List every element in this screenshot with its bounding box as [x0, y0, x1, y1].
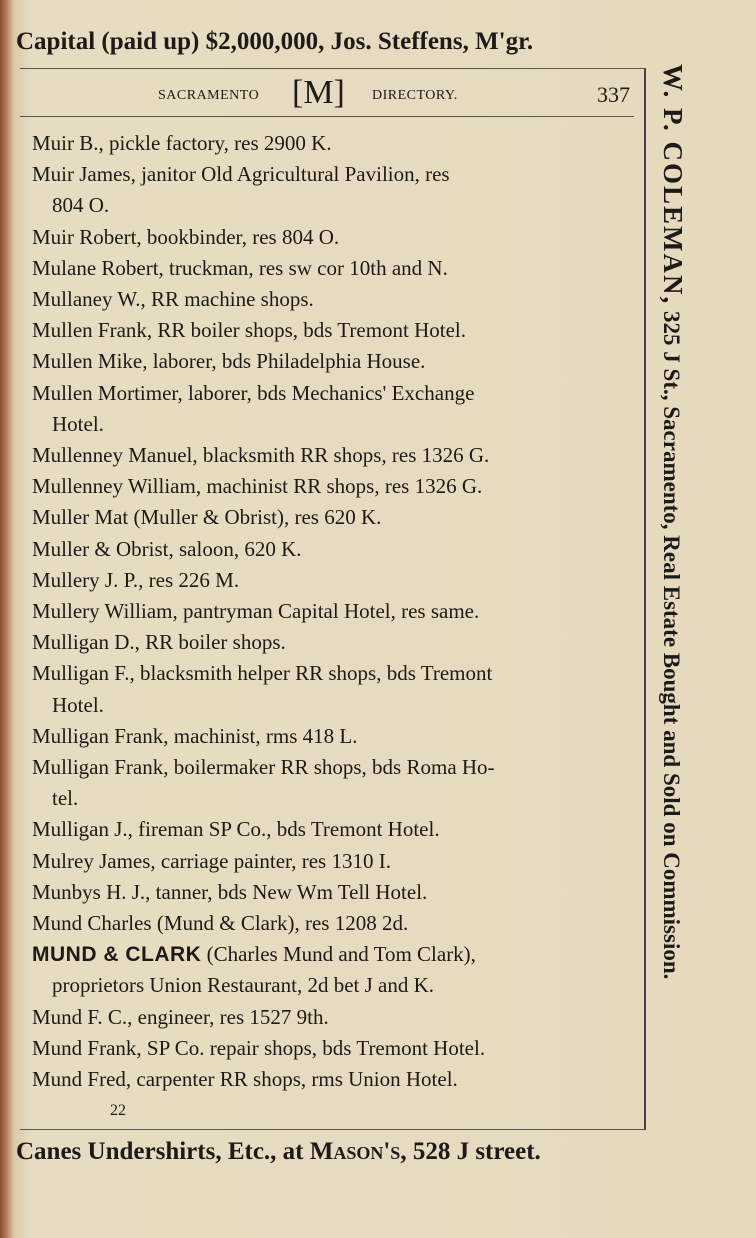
directory-entry: [32, 1064, 632, 1095]
entry-line: Mullen Frank, RR boiler shops, bds Tremont Hotel.: [32, 318, 467, 343]
directory-entry: [32, 1002, 632, 1033]
entry-line: Mulligan Frank, boilermaker RR shops, bds Roma Ho-: [32, 755, 495, 780]
entry-line: Mulrey James, carriage painter, res 1310 I.: [32, 848, 391, 873]
entry-line: [32, 939, 632, 970]
bottom-advert-part1: Canes Undershirts, Etc., at: [16, 1138, 310, 1165]
entry-line: Mullen Mike, laborer, bds Philadelphia House.: [32, 349, 426, 374]
entry-line: Muir James, janitor Old Agricultural Pavilion, res: [32, 162, 450, 187]
directory-entry: [32, 378, 632, 440]
entry-line: Mund Charles (Mund & Clark), res 1208 2d.: [32, 911, 409, 936]
directory-entry: [32, 159, 632, 221]
entry-text: (Charles Mund and Tom Clark),: [201, 942, 476, 967]
entry-line: Muir B., pickle factory, res 2900 K.: [32, 131, 332, 155]
directory-entry: [32, 627, 632, 658]
entry-line: Mulligan Frank, machinist, rms 418 L.: [32, 723, 358, 748]
directory-entry: [32, 908, 632, 939]
entry-line: Mulligan J., fireman SP Co., bds Tremont Hotel.: [32, 817, 440, 842]
entry-line: Mund Frank, SP Co. repair shops, bds Tremont Hotel.: [32, 1035, 486, 1060]
directory-entry: [32, 128, 632, 159]
entry-line: Muir Robert, bookbinder, res 804 O.: [32, 224, 340, 249]
side-advert-text: 325 J St., Sacramento, Real Estate Bought and Sold on Commission.: [659, 305, 684, 980]
directory-entry: [32, 1033, 632, 1064]
directory-entry: [32, 222, 632, 253]
directory-entry: [32, 471, 632, 502]
directory-entry: [32, 565, 632, 596]
page-number: 337: [597, 82, 630, 107]
side-advert-banner: [648, 64, 688, 1134]
directory-entry: [32, 658, 632, 720]
entry-line: Mullaney W., RR machine shops.: [32, 287, 314, 312]
side-advert-name: W. P. COLEMAN,: [658, 64, 688, 306]
top-advert-banner: Capital (paid up) $2,000,000, Jos. Steffens, M'gr.: [16, 28, 534, 55]
page-header: [20, 76, 632, 112]
entry-line: Mullenney William, machinist RR shops, res 1326 G.: [32, 474, 483, 499]
entry-line: Munbys H. J., tanner, bds New Wm Tell Hotel.: [32, 879, 428, 904]
directory-entry: [32, 877, 632, 908]
entry-continuation-line: Hotel.: [52, 692, 104, 717]
entry-line: Muller & Obrist, saloon, 620 K.: [32, 536, 302, 561]
directory-entries: [32, 128, 632, 1095]
directory-entry: [32, 253, 632, 284]
directory-entry: [32, 752, 632, 814]
entry-line: Mullery J. P., res 226 M.: [32, 567, 240, 592]
directory-entry: [32, 440, 632, 471]
entry-line: Mullen Mortimer, laborer, bds Mechanics' Exchange: [32, 380, 475, 405]
directory-entry: [32, 284, 632, 315]
entry-line: Mund Fred, carpenter RR shops, rms Union Hotel.: [32, 1067, 458, 1092]
entry-continuation-line: tel.: [52, 786, 79, 811]
entry-line: Mulligan D., RR boiler shops.: [32, 630, 286, 655]
entry-line: Mulligan F., blacksmith helper RR shops, bds Tremont: [32, 661, 493, 686]
header-city: SACRAMENTO: [158, 88, 260, 103]
directory-entry: [32, 346, 632, 377]
entry-line: Mund F. C., engineer, res 1527 9th.: [32, 1004, 329, 1029]
entry-continuation-line: proprietors Union Restaurant, 2d bet J and K.: [52, 973, 435, 998]
entry-continuation-line: Hotel.: [52, 411, 104, 436]
bottom-advert-mason: Mason's: [309, 1138, 401, 1165]
entry-line: Mullery William, pantryman Capital Hotel, res same.: [32, 599, 480, 624]
directory-entry: [32, 596, 632, 627]
directory-entry: [32, 502, 632, 533]
header-directory: DIRECTORY.: [372, 88, 458, 103]
entry-line: Muller Mat (Muller & Obrist), res 620 K.: [32, 505, 382, 530]
directory-entry: [32, 315, 632, 346]
header-section-letter: [M]: [292, 74, 345, 111]
bottom-advert-part2: , 528 J street.: [400, 1138, 541, 1165]
directory-entry: [32, 939, 632, 1001]
header-rule: [20, 116, 634, 117]
bottom-advert-banner: [16, 1138, 656, 1166]
directory-entry: [32, 534, 632, 565]
signature-number: 22: [110, 1102, 126, 1119]
directory-entry: [32, 721, 632, 752]
entry-line: Mulane Robert, truckman, res sw cor 10th and N.: [32, 255, 448, 280]
entry-continuation-line: 804 O.: [52, 193, 110, 218]
entry-line: Mullenney Manuel, blacksmith RR shops, res 1326 G.: [32, 443, 490, 468]
directory-entry: [32, 846, 632, 877]
entry-bold-name: MUND & CLARK: [32, 943, 202, 967]
directory-entry: [32, 814, 632, 845]
